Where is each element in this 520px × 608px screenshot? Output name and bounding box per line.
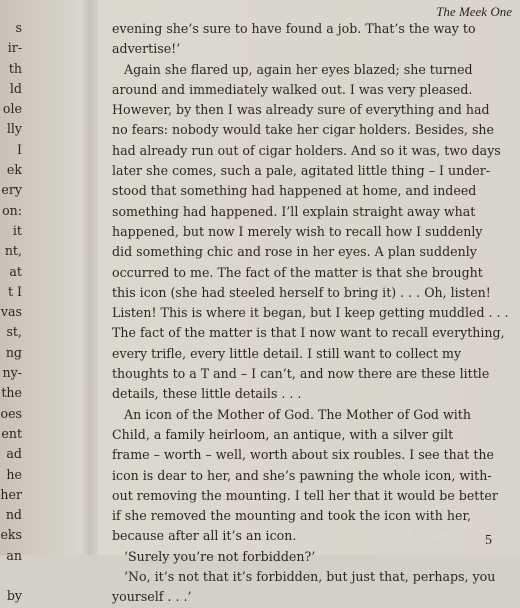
text-line: did something chic and rose in her eyes. A plan suddenly [112, 244, 477, 260]
left-page-fragment: st, [6, 324, 22, 340]
text-line: no fears: nobody would take her cigar holders. Besides, she [112, 122, 494, 138]
text-line: frame – worth – well, worth about six roubles. I see that the [112, 447, 494, 463]
left-page-fragment: nd [5, 507, 22, 523]
left-page-fragment: lly [6, 121, 22, 137]
text-line: An icon of the Mother of God. The Mother of God with [112, 406, 471, 422]
left-page-fragment: ld [9, 80, 22, 96]
text-line: The fact of the matter is that I now want to recall everything, [112, 325, 505, 341]
left-page-fragment: t I [7, 283, 22, 299]
text-line: details, these little details . . . [112, 386, 302, 402]
left-page-fragment: ny- [2, 365, 22, 381]
text-line: later she comes, such a pale, agitated little thing – I under- [112, 163, 490, 179]
text-line: stood that something had happened at home, and indeed [112, 183, 477, 199]
left-page-fragment: th [8, 60, 22, 76]
left-page-fragment: it [12, 222, 22, 238]
left-page-fragment: oes [0, 405, 22, 421]
left-page-fragment: I [17, 141, 22, 157]
text-line: Listen! This is where it began, but I keep getting muddled . . . [112, 305, 509, 321]
left-page-fragment: ent [1, 425, 22, 441]
left-page-fragment: ole [2, 101, 22, 117]
text-line: had already run out of cigar holders. And so it was, two days [112, 142, 501, 158]
left-page-fragment: by [6, 588, 22, 604]
text-line: icon is dear to her, and she’s pawning the whole icon, with- [112, 467, 492, 483]
text-line: ‘Surely you’re not forbidden?’ [112, 548, 316, 564]
text-line: something had happened. I’ll explain straight away what [112, 203, 476, 219]
text-line: happened, but now I merely wish to recall how I suddenly [112, 223, 483, 239]
book-gutter [82, 0, 98, 555]
text-line: advertise!’ [112, 41, 181, 57]
text-line: out removing the mounting. I tell her that it would be better [112, 487, 498, 503]
left-page-fragment: at [9, 263, 22, 279]
running-head: The Meek One [436, 4, 512, 19]
left-page-fragment: ery [1, 182, 22, 198]
text-line: ‘No, it’s not that it’s forbidden, but just that, perhaps, you [112, 569, 496, 585]
text-line: thoughts to a T and – I can’t, and now there are these little [112, 366, 490, 382]
left-page-fragment: ir- [7, 40, 22, 56]
left-page-fragment: ek [6, 162, 22, 178]
text-line: because after all it’s an icon. [112, 528, 297, 544]
left-page-fragment: ng [5, 344, 22, 360]
left-page-fragment: he [6, 466, 22, 482]
text-line: Child, a family heirloom, an antique, with a silver gilt [112, 426, 454, 442]
left-page-fragment: s [15, 20, 22, 35]
left-page-edge [0, 18, 22, 607]
left-page-fragment [0, 566, 22, 586]
text-line: every trifle, every little detail. I still want to collect my [112, 345, 462, 361]
left-page-fragment: eks [0, 527, 22, 543]
left-page-fragment: her [0, 486, 22, 502]
left-page-fragment: an [6, 547, 22, 563]
text-line: Again she flared up, again her eyes blazed; she turned [112, 61, 473, 77]
text-line: if she removed the mounting and took the icon with her, [112, 508, 472, 524]
left-page-fragment: the [1, 385, 22, 401]
text-line: evening she’s sure to have found a job. That’s the way to [112, 21, 476, 36]
left-page-fragment: vas [0, 304, 22, 320]
text-line: this icon (she had steeled herself to bring it) . . . Oh, listen! [112, 284, 491, 300]
text-line: occurred to me. The fact of the matter is that she brought [112, 264, 483, 280]
text-line: around and immediately walked out. I was very pleased. [112, 81, 473, 97]
page-number: 5 [485, 533, 492, 548]
left-page-fragment: nt, [4, 243, 22, 259]
text-line: However, by then I was already sure of everything and had [112, 102, 490, 118]
left-page-fragment: ad [6, 446, 22, 462]
text-line: yourself . . .’ [112, 589, 192, 605]
left-page-fragment: on: [2, 202, 22, 218]
